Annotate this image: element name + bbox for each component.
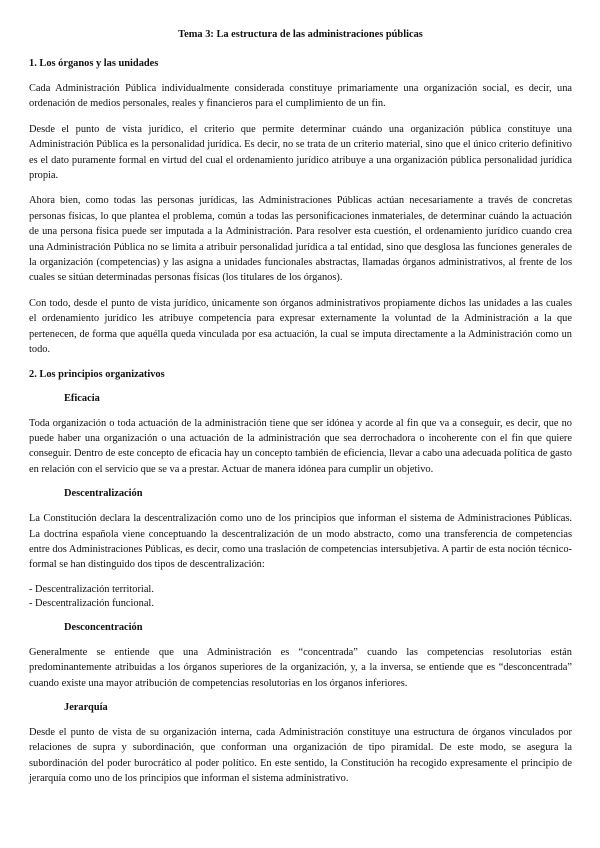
subheading-desconcentracion: Desconcentración [64, 621, 143, 633]
paragraph-desconcentracion: Generalmente se entiende que una Administración es “concentrada” cuando las competencias resolutorias están predominantemente atribuidas a los órganos superiores de la organización, y, a la inversa, se entiende que es “desconcentrada” cuando existe una mayor atribución de competencias resolutorias en los órganos inferiores. [29, 646, 572, 689]
paragraph: Desde el punto de vista jurídico, el criterio que permite determinar cuándo una organización pública constituye una Administración Pública es la personalidad jurídica. Es decir, no se trata de un criterio material, sino que el único criterio definitivo es el dato puramente formal en virtud del cual el ordenamiento jurídico atribuye a una organización pública personalidad jurídica propia. [29, 123, 572, 182]
subheading-jerarquia: Jerarquía [64, 701, 108, 713]
list-descentralizacion [29, 583, 572, 611]
paragraph: Ahora bien, como todas las personas jurídicas, las Administraciones Públicas actúan necesariamente a través de concretas personas físicas, lo que plantea el problema, común a todas las personificaciones inmateriales, de determinar cuándo la actuación de una persona física puede ser imputada a la Administración. Para resolver esta cuestión, el ordenamiento jurídico cuando crea una Administración Pública no se limita a atribuir personalidad jurídica a tal entidad, sino que desglosa las funciones generales de la organización (competencias) y las asigna a unidades funcionales abstractas, llamadas órganos administrativos, al frente de los cuales se sitúan determinadas personas físicas (los titulares de los órganos). [29, 195, 572, 284]
list-item: - Descentralización funcional. [29, 597, 154, 609]
subheading-eficacia: Eficacia [64, 392, 100, 404]
document-title: Tema 3: La estructura de las administraciones públicas [178, 29, 423, 40]
section-heading-organos: 1. Los órganos y las unidades [29, 58, 159, 69]
subheading-descentralizacion: Descentralización [64, 488, 143, 500]
section-heading-principios: 2. Los principios organizativos [29, 368, 165, 380]
list-item: - Descentralización territorial. [29, 583, 154, 595]
paragraph-eficacia: Toda organización o toda actuación de la administración tiene que ser idónea y acorde al fin que va a conseguir, es decir, que no puede haber una organización o una actuación de la administración que sea derrochadora o incoherente con el fin que quiere conseguir. Dentro de este concepto de eficacia hay un concepto también de eficiencia, llevar a cabo una adecuada política de gasto en relación con el servicio que se va a prestar. Actuar de manera idónea para cumplir un objetivo. [29, 417, 572, 475]
paragraph: Con todo, desde el punto de vista jurídico, únicamente son órganos administrativos propiamente dichos las unidades a las cuales el ordenamiento jurídico les atribuye competencia para expresar externamente la voluntad de la Administración a la que pertenecen, de forma que aquélla queda vinculada por esa actuación, la cual se imputa directamente a la Administración como un todo. [29, 297, 572, 356]
paragraph-descentralizacion: La Constitución declara la descentralización como uno de los principios que informan el sistema de Administraciones Públicas. La doctrina española viene conceptuando la descentralización de un modo abstracto, como una transferencia de competencias entre dos Administraciones Públicas, es decir, como una traslación de competencias intersubjetiva. A partir de esta noción técnico-formal se han distinguido dos tipos de descentralización: [29, 513, 572, 571]
paragraph-jerarquia: Desde el punto de vista de su organización interna, cada Administración constituye una estructura de órganos vinculados por relaciones de supra y subordinación, que conforman una organización de tipo piramidal. De este modo, se asegura la subordinación del poder burocrático al poder político. En este sentido, la Constitución ha recogido expresamente el principio de jerarquía como uno de los principios que informan el sistema administrativo. [29, 726, 572, 785]
paragraph: Cada Administración Pública individualmente considerada constituye primariamente una organización social, es decir, una ordenación de medios personales, reales y financieros para el cumplimiento de un fin. [29, 83, 572, 110]
